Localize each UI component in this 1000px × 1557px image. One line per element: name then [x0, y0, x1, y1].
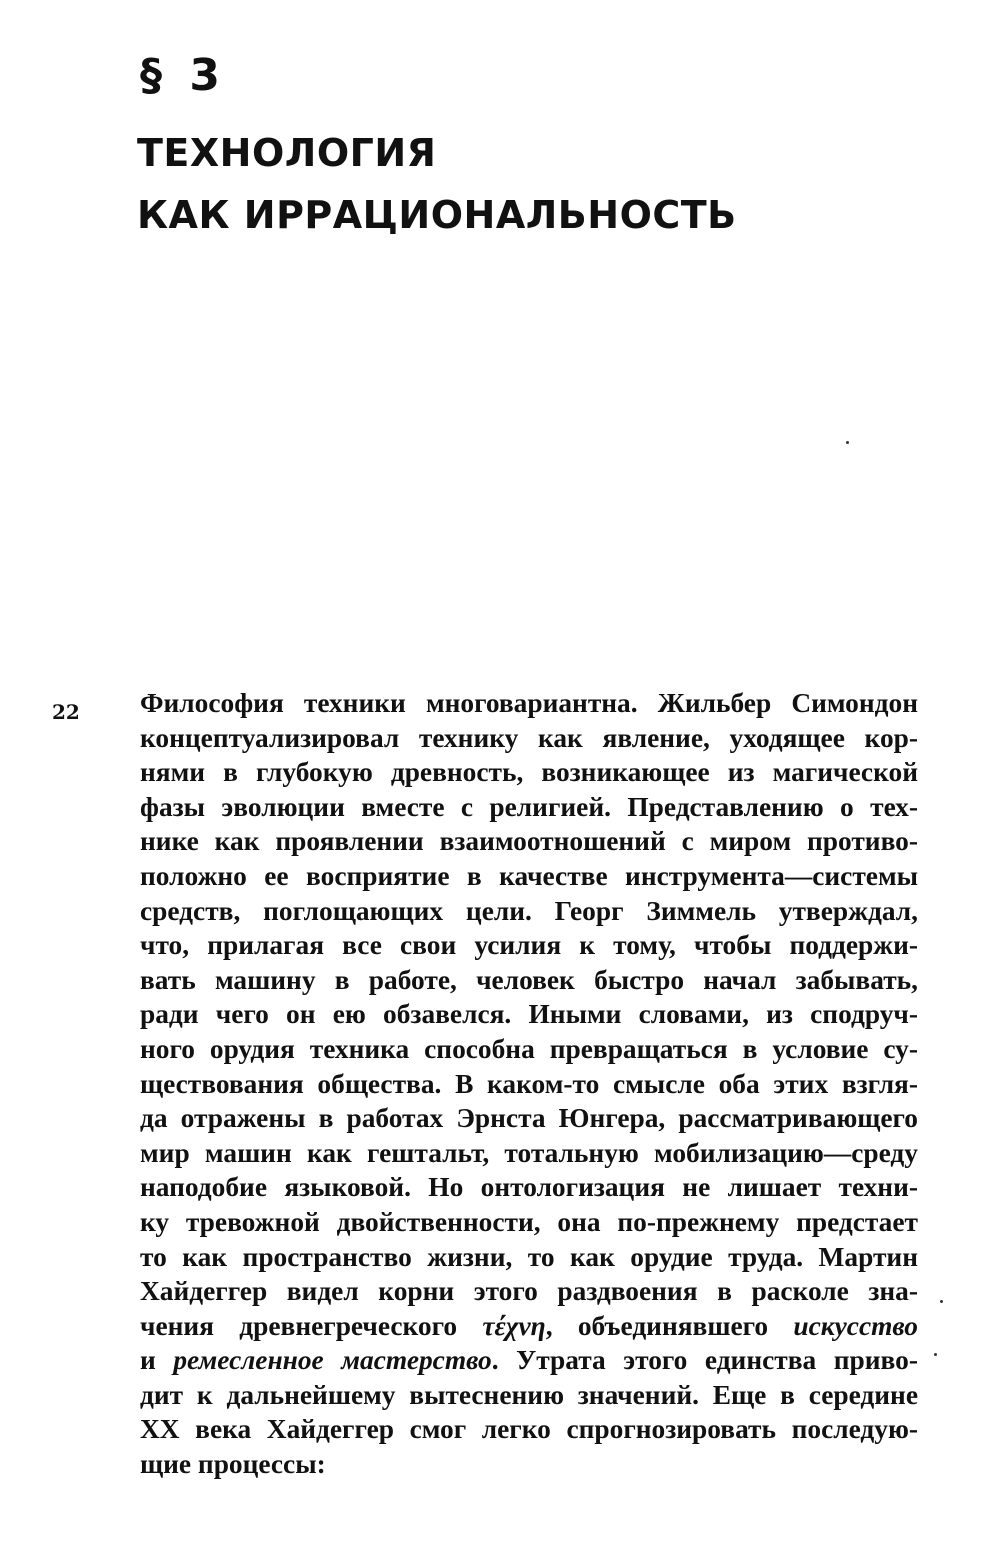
text-line: наподобие языковой. Но онтологизация не лишает техни-	[140, 1172, 918, 1203]
text-line: да отражены в работах Эрнста Юнгера, рассматривающего	[140, 1103, 918, 1134]
print-speck	[940, 1300, 943, 1303]
text-line: дит к дальнейшему вытеснению значений. Еще в середине	[140, 1379, 918, 1410]
chapter-title-line-1: ТЕХНОЛОГИЯ	[137, 131, 437, 175]
print-speck	[846, 441, 849, 444]
text-line: щие процессы:	[140, 1449, 326, 1480]
text-line: ществования общества. В каком-то смысле оба этих взгля-	[140, 1068, 918, 1099]
section-number: § 3	[140, 50, 226, 101]
text-line: фазы эволюции вместе с религией. Представлению о тех-	[140, 791, 918, 822]
text-line: Философия техники многовариантна. Жильбер Симондон	[140, 688, 918, 718]
text-line: чения древнегреческого τέχνη, объединявшего искусство	[140, 1310, 918, 1341]
text-line: и ремесленное мастерство. Утрата этого единства приво-	[140, 1345, 918, 1376]
body-paragraph	[140, 686, 918, 1482]
text-line: нями в глубокую древность, возникающее из магической	[140, 757, 918, 788]
emphasis-text: ремесленное мастерство	[173, 1345, 492, 1376]
text-line: средств, поглощающих цели. Георг Зиммель утверждал,	[140, 895, 918, 926]
print-speck	[934, 1353, 937, 1356]
text-line: положно ее восприятие в качестве инструмента—системы	[140, 860, 918, 891]
chapter-title	[137, 122, 737, 246]
text-line: ку тревожной двойственности, она по-прежнему предстает	[140, 1206, 918, 1237]
chapter-title-line-2: КАК ИРРАЦИОНАЛЬНОСТЬ	[137, 193, 737, 237]
emphasis-text: искусство	[793, 1310, 918, 1341]
text-line: ради чего он ею обзавелся. Иными словами, из сподруч-	[140, 999, 918, 1030]
text-line: вать машину в работе, человек быстро начал забывать,	[140, 964, 918, 995]
text-line: Хайдеггер видел корни этого раздвоения в расколе зна-	[140, 1276, 918, 1307]
text-line: нике как проявлении взаимоотношений с миром противо-	[140, 826, 918, 857]
text-line: то как пространство жизни, то как орудие труда. Мартин	[140, 1241, 918, 1272]
text-line: что, прилагая все свои усилия к тому, чтобы поддержи-	[140, 930, 918, 961]
text-line: XX века Хайдеггер смог легко спрогнозировать последую-	[140, 1414, 918, 1445]
text-line: мир машин как гештальт, тотальную мобилизацию—среду	[140, 1137, 918, 1168]
greek-term: τέχνη	[482, 1310, 546, 1341]
text-line: ного орудия техника способна превращаться в условие су-	[140, 1033, 918, 1064]
page-number: 22	[52, 700, 80, 724]
text-line: концептуализировал технику как явление, уходящее кор-	[140, 722, 918, 753]
